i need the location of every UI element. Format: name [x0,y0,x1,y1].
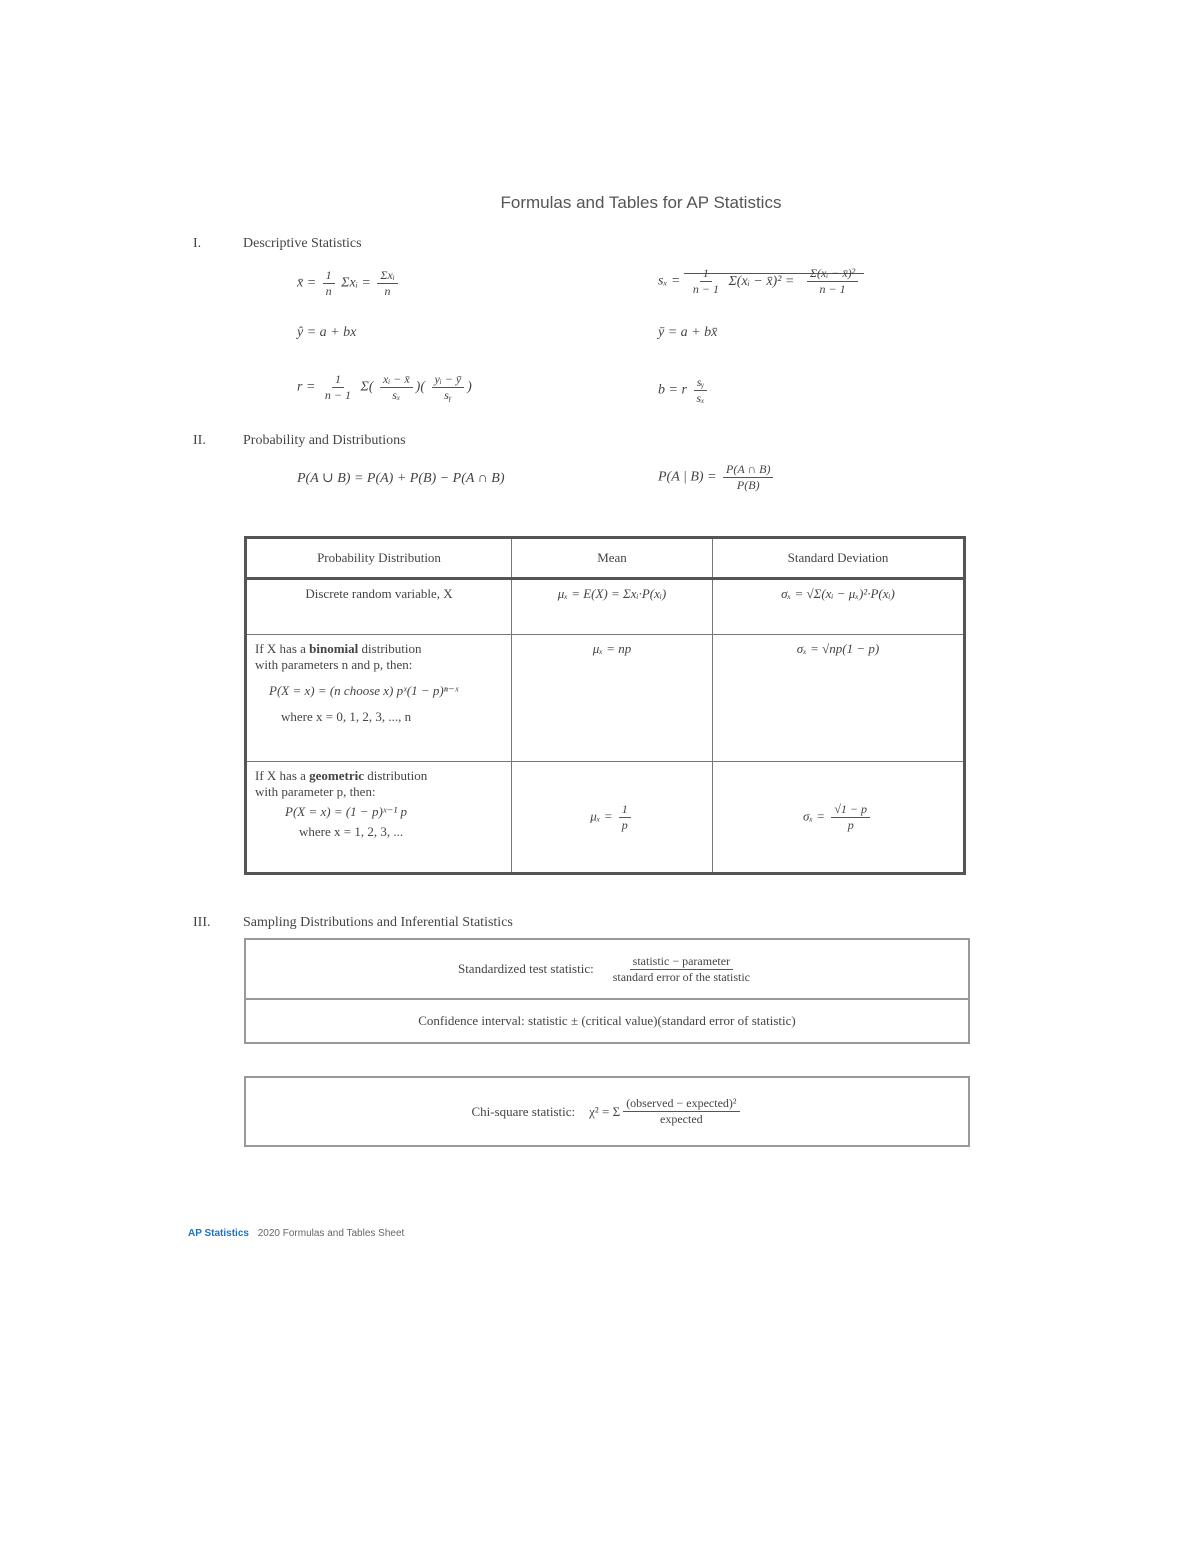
union-formula: P(A ∪ B) = P(A) + P(B) − P(A ∩ B) [297,471,505,486]
standardized-num: statistic − parameter [630,954,733,970]
b-fraction [693,375,707,406]
chi-num: (observed − expected)² [623,1096,739,1112]
geometric-sd-num: √1 − p [831,802,870,818]
binomial-support: where x = 0, 1, 2, 3, ..., n [281,709,412,724]
standardized-den: standard error of the statistic [612,969,751,984]
standardized-label: Standardized test statistic: [457,961,594,976]
section-2-title: Probability and Distributions [243,433,406,448]
footer-text: 2020 Formulas and Tables Sheet [257,1228,405,1239]
sd-mid: Σ(xᵢ − x̄)² = [728,273,795,289]
geometric-distribution [246,762,512,874]
distribution-table [244,536,966,875]
discrete-sd: σₓ = √Σ(xᵢ − μₓ)²·P(xᵢ) [713,579,965,635]
chi-label: Chi-square statistic: [471,1103,576,1119]
table-row [246,635,965,762]
table-row [246,579,965,635]
mean-mid: Σxᵢ = [341,275,371,291]
geometric-mean-num: 1 [619,802,631,818]
geometric-keyword: geometric [309,768,365,783]
sd-num: Σ(xᵢ − x̄)² [807,266,858,282]
chi-square-box [244,1076,970,1147]
sd-lhs: sₓ = [658,273,681,289]
mean-one-over-n [323,268,335,299]
geometric-sd-fraction [831,802,870,833]
geometric-mean [512,762,713,874]
b-lhs: b = r [658,382,687,398]
r-t2-den: sᵧ [444,388,452,402]
mean-fraction [377,268,397,299]
geometric-pmf: P(X = x) = (1 − p)ˣ⁻¹ p [285,804,407,819]
mean-lhs: x̄ = [297,275,317,291]
mean-one: 1 [323,268,335,284]
mean-formula [297,268,401,299]
cond-num: P(A ∩ B) [723,462,773,478]
page-footer [188,1228,404,1239]
regression-line: ŷ = a + bx [297,325,357,340]
section-3-number: III. [193,915,211,930]
binomial-sd: σₓ = √np(1 − p) [713,635,965,762]
chi-lhs: χ² = Σ [589,1103,621,1119]
r-term-1 [380,372,413,403]
table-row [246,762,965,874]
cond-den: P(B) [736,478,760,492]
section-3-title: Sampling Distributions and Inferential Statistics [243,915,513,930]
sd-fraction [807,266,858,297]
slope-formula [658,375,711,406]
page-title: Formulas and Tables for AP Statistics [500,193,782,212]
geometric-line-2: with parameter p, then: [255,784,376,799]
r-one-over-n-minus-1 [322,372,354,403]
geometric-mean-den: p [621,817,628,832]
b-num: sᵧ [694,375,707,391]
binomial-distribution [246,635,512,762]
b-den: sₓ [696,391,705,405]
cond-fraction [723,462,773,493]
header-mean: Mean [512,538,713,579]
standardized-statistic [246,940,968,998]
geometric-sd-den: p [847,817,854,832]
inference-box [244,938,970,1044]
geometric-mean-lhs: μₓ = [590,807,613,823]
r-term-2 [432,372,465,403]
geometric-line-1 [255,768,503,784]
discrete-distribution: Discrete random variable, X [246,579,512,635]
binomial-pmf: P(X = x) = (n choose x) pˣ(1 − p)ⁿ⁻ˣ [269,683,459,698]
r-t1-num: xᵢ − x̄ [380,372,413,388]
binomial-line-1 [255,641,503,657]
r-one: 1 [332,372,344,388]
geometric-line-1-pre: If X has a [255,768,310,783]
mean-frac-den: n [384,284,391,298]
sd-den-2: n − 1 [819,282,846,296]
mean-frac-num: Σxᵢ [377,268,397,284]
mean-n: n [325,284,332,298]
section-2-number: II. [193,433,206,448]
geometric-sd-lhs: σₓ = [802,807,826,823]
table-header-row [246,538,965,579]
chi-den: expected [660,1112,703,1126]
chi-fraction [623,1096,739,1127]
geometric-mean-fraction [619,802,631,833]
sd-root-2 [801,266,864,296]
footer-brand: AP Statistics [188,1228,249,1239]
standardized-fraction [610,954,753,985]
regression-mean-point: ȳ = a + bx̄ [658,325,718,340]
sd-one: 1 [700,266,712,282]
section-1-number: I. [193,236,202,251]
sd-root-1 [684,266,801,296]
header-sd: Standard Deviation [713,538,965,579]
header-distribution: Probability Distribution [246,538,512,579]
cond-lhs: P(A | B) = [658,469,717,485]
binomial-line-2: with parameters n and p, then: [255,657,413,672]
r-lhs: r = [297,379,316,395]
r-t2-num: yᵢ − ȳ [432,372,465,388]
section-1-title: Descriptive Statistics [243,236,362,251]
confidence-interval: Confidence interval: statistic ± (critical value)(standard error of statistic) [246,998,968,1042]
sd-formula [658,266,864,297]
binomial-mean: μₓ = np [512,635,713,762]
chi-square-statistic [246,1078,968,1145]
sd-one-over-n-minus-1 [690,266,722,297]
geometric-line-1-post: distribution [364,768,428,783]
geometric-sd [713,762,965,874]
sd-den-1: n − 1 [692,282,719,296]
r-t1-den: sₓ [392,388,401,402]
r-sum: Σ [360,379,369,395]
binomial-line-1-post: distribution [358,641,422,656]
conditional-formula [658,462,776,493]
r-den: n − 1 [324,388,352,402]
discrete-mean: μₓ = E(X) = Σxᵢ·P(xᵢ) [512,579,713,635]
binomial-keyword: binomial [309,641,359,656]
binomial-line-1-pre: If X has a [255,641,310,656]
correlation-formula: r = $\frac{1}{n - 1}$ Σ( $\frac{\text{xᵢ − x̄}}{\text{sₓ}}$ )( $\frac{\text{yᵢ − ȳ}}{\text{sᵧ}}$ ) [297,372,472,402]
geometric-support: where x = 1, 2, 3, ... [299,824,404,839]
